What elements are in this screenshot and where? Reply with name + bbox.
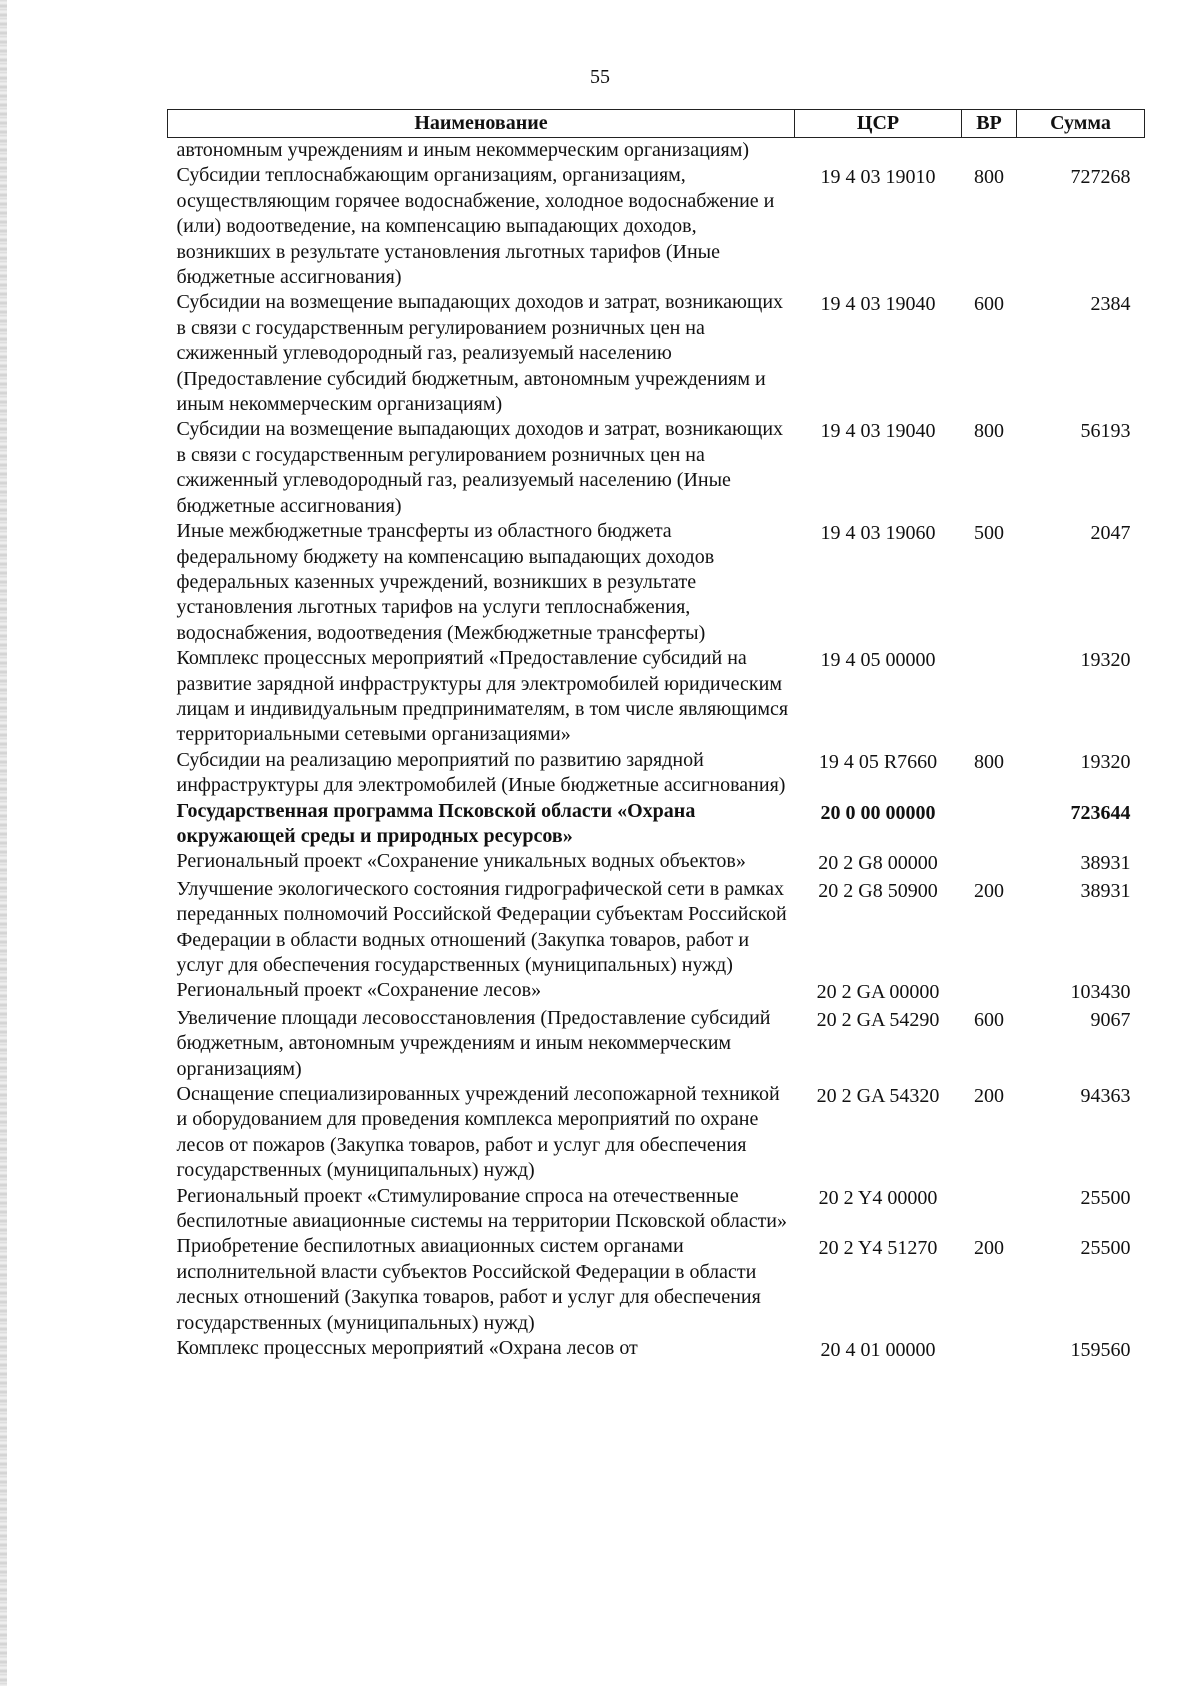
row-sum: 103430	[1070, 981, 1131, 1004]
row-name: Субсидии на возмещение выпадающих доходов и затрат, возникающих в связи с государственным регулированием розничных цен на сжиженный углеводородный газ, реализуемый населению (Предоставление субсидий бюджетным, автономным учреждениям и иным некоммерческим организациям)	[176, 291, 784, 416]
table-row	[168, 1006, 1145, 1082]
row-csr: 19 4 05 R7660	[818, 750, 938, 773]
page-number: 55	[590, 66, 610, 88]
row-name: Иные межбюджетные трансферты из областного бюджета федеральному бюджету на компенсацию выпадающих доходов федеральных казенных учреждений, возникших в результате установления льготных тарифов на услуги теплоснабжения, водоснабжения, водоотведения (Межбюджетные трансферты)	[176, 520, 715, 644]
row-sum: 19320	[1080, 649, 1131, 672]
row-sum: 25500	[1080, 1237, 1131, 1260]
row-csr: 19 4 03 19040	[820, 420, 936, 443]
table-row	[168, 799, 1145, 850]
table-row	[168, 290, 1145, 417]
row-sum: 38931	[1080, 852, 1131, 875]
table-row	[168, 748, 1145, 799]
row-vr: 600	[974, 1008, 1004, 1031]
row-name: Региональный проект «Стимулирование спроса на отечественные беспилотные авиационные системы на территории Псковской области»	[176, 1184, 788, 1233]
table-row	[168, 1082, 1145, 1184]
table-row	[168, 1184, 1145, 1235]
row-sum: 38931	[1080, 879, 1131, 902]
row-csr: 19 4 03 19060	[820, 522, 936, 545]
row-vr	[962, 978, 1017, 1005]
row-csr: 19 4 03 19040	[820, 293, 936, 316]
table-row	[168, 417, 1145, 519]
row-csr: 20 2 GA 00000	[816, 981, 940, 1004]
header-name: Наименование	[168, 110, 795, 138]
row-csr: 20 0 00 00000	[820, 801, 936, 824]
row-name: Региональный проект «Сохранение лесов»	[176, 979, 542, 1002]
row-csr: 20 2 GA 54290	[816, 1008, 940, 1031]
row-name: Увеличение площади лесовосстановления (Предоставление субсидий бюджетным, автономным учреждениям и иным некоммерческим организациям)	[176, 1006, 771, 1080]
row-sum: 159560	[1070, 1339, 1131, 1362]
row-name: Государственная программа Псковской области «Охрана окружающей среды и природных ресурсов»	[176, 799, 696, 847]
row-vr	[962, 799, 1017, 850]
table-row	[168, 1234, 1145, 1336]
row-vr: 800	[974, 420, 1004, 443]
row-sum: 56193	[1080, 420, 1131, 443]
row-sum	[1017, 138, 1145, 164]
row-csr: 20 2 Y4 00000	[818, 1186, 938, 1209]
row-name: Комплекс процессных мероприятий «Предоставление субсидий на развитие зарядной инфраструктуры для электромобилей юридическим лицам и индивидуальным предпринимателям, в том числе являющимся территориальными сетевыми организациями»	[176, 647, 789, 746]
row-sum: 727268	[1070, 166, 1131, 189]
row-csr: 20 2 Y4 51270	[818, 1237, 938, 1260]
row-vr	[962, 646, 1017, 748]
budget-table-container	[167, 109, 1144, 1364]
row-sum: 9067	[1090, 1008, 1131, 1031]
budget-table	[167, 109, 1145, 1364]
row-csr: 20 2 G8 00000	[818, 852, 938, 875]
row-vr: 200	[974, 879, 1004, 902]
row-vr: 600	[974, 293, 1004, 316]
row-csr: 19 4 05 00000	[820, 649, 936, 672]
row-name: Субсидии на возмещение выпадающих доходов и затрат, возникающих в связи с государственным регулированием розничных цен на сжиженный углеводородный газ, реализуемый населению (Иные бюджетные ассигнования)	[176, 418, 784, 517]
row-vr	[962, 1336, 1017, 1363]
row-name: Оснащение специализированных учреждений лесопожарной техникой и оборудованием для проведения комплекса мероприятий по охране лесов от пожаров (Закупка товаров, работ и услуг для обеспечения государственных (муниципальных) нужд)	[176, 1083, 780, 1182]
row-vr: 800	[974, 750, 1004, 773]
row-name: Приобретение беспилотных авиационных систем органами исполнительной власти субъектов Российской Федерации в области лесных отношений (Закупка товаров, работ и услуг для обеспечения государственных (муниципальных) нужд)	[176, 1235, 761, 1334]
row-csr: 20 4 01 00000	[820, 1339, 936, 1362]
row-sum: 94363	[1080, 1085, 1131, 1108]
table-row	[168, 646, 1145, 748]
table-body	[168, 138, 1145, 1364]
table-row	[168, 519, 1145, 646]
table-row	[168, 1336, 1145, 1363]
table-row	[168, 138, 1145, 164]
row-vr: 200	[974, 1085, 1004, 1108]
row-name: автономным учреждениям и иным некоммерческим организациям)	[176, 139, 750, 161]
table-header-row	[168, 110, 1145, 138]
row-name: Региональный проект «Сохранение уникальных водных объектов»	[176, 850, 746, 873]
row-name: Комплекс процессных мероприятий «Охрана лесов от	[176, 1337, 638, 1360]
row-sum: 25500	[1080, 1186, 1131, 1209]
table-row	[168, 163, 1145, 290]
row-vr	[962, 849, 1017, 876]
row-sum: 2384	[1090, 293, 1131, 316]
table-row	[168, 978, 1145, 1005]
row-csr	[795, 138, 962, 164]
row-vr	[962, 1184, 1017, 1235]
row-name: Субсидии теплоснабжающим организациям, организациям, осуществляющим горячее водоснабжение, холодное водоснабжение и (или) водоотведение, на компенсацию выпадающих доходов, возникших в результате установления льготных тарифов (Иные бюджетные ассигнования)	[176, 164, 775, 289]
header-vr: ВР	[962, 110, 1017, 138]
scan-edge-shadow	[0, 0, 7, 1686]
table-row	[168, 877, 1145, 979]
row-csr: 20 2 G8 50900	[818, 879, 938, 902]
row-sum: 723644	[1070, 801, 1131, 824]
row-vr: 200	[974, 1237, 1004, 1260]
row-vr: 500	[974, 522, 1004, 545]
row-name: Улучшение экологического состояния гидрографической сети в рамках переданных полномочий Российской Федерации субъектам Российской Федерации в области водных отношений (Закупка товаров, работ и услуг для обеспечения государственных (муниципальных) нужд)	[176, 877, 787, 976]
header-csr: ЦСР	[795, 110, 962, 138]
row-name: Субсидии на реализацию мероприятий по развитию зарядной инфраструктуры для электромобилей (Иные бюджетные ассигнования)	[176, 748, 786, 797]
row-sum: 19320	[1080, 750, 1131, 773]
row-csr: 20 2 GA 54320	[816, 1085, 940, 1108]
table-row	[168, 849, 1145, 876]
row-sum: 2047	[1090, 522, 1131, 545]
row-csr: 19 4 03 19010	[820, 166, 936, 189]
row-vr: 800	[974, 166, 1004, 189]
row-vr	[962, 138, 1017, 164]
header-sum: Сумма	[1017, 110, 1145, 138]
